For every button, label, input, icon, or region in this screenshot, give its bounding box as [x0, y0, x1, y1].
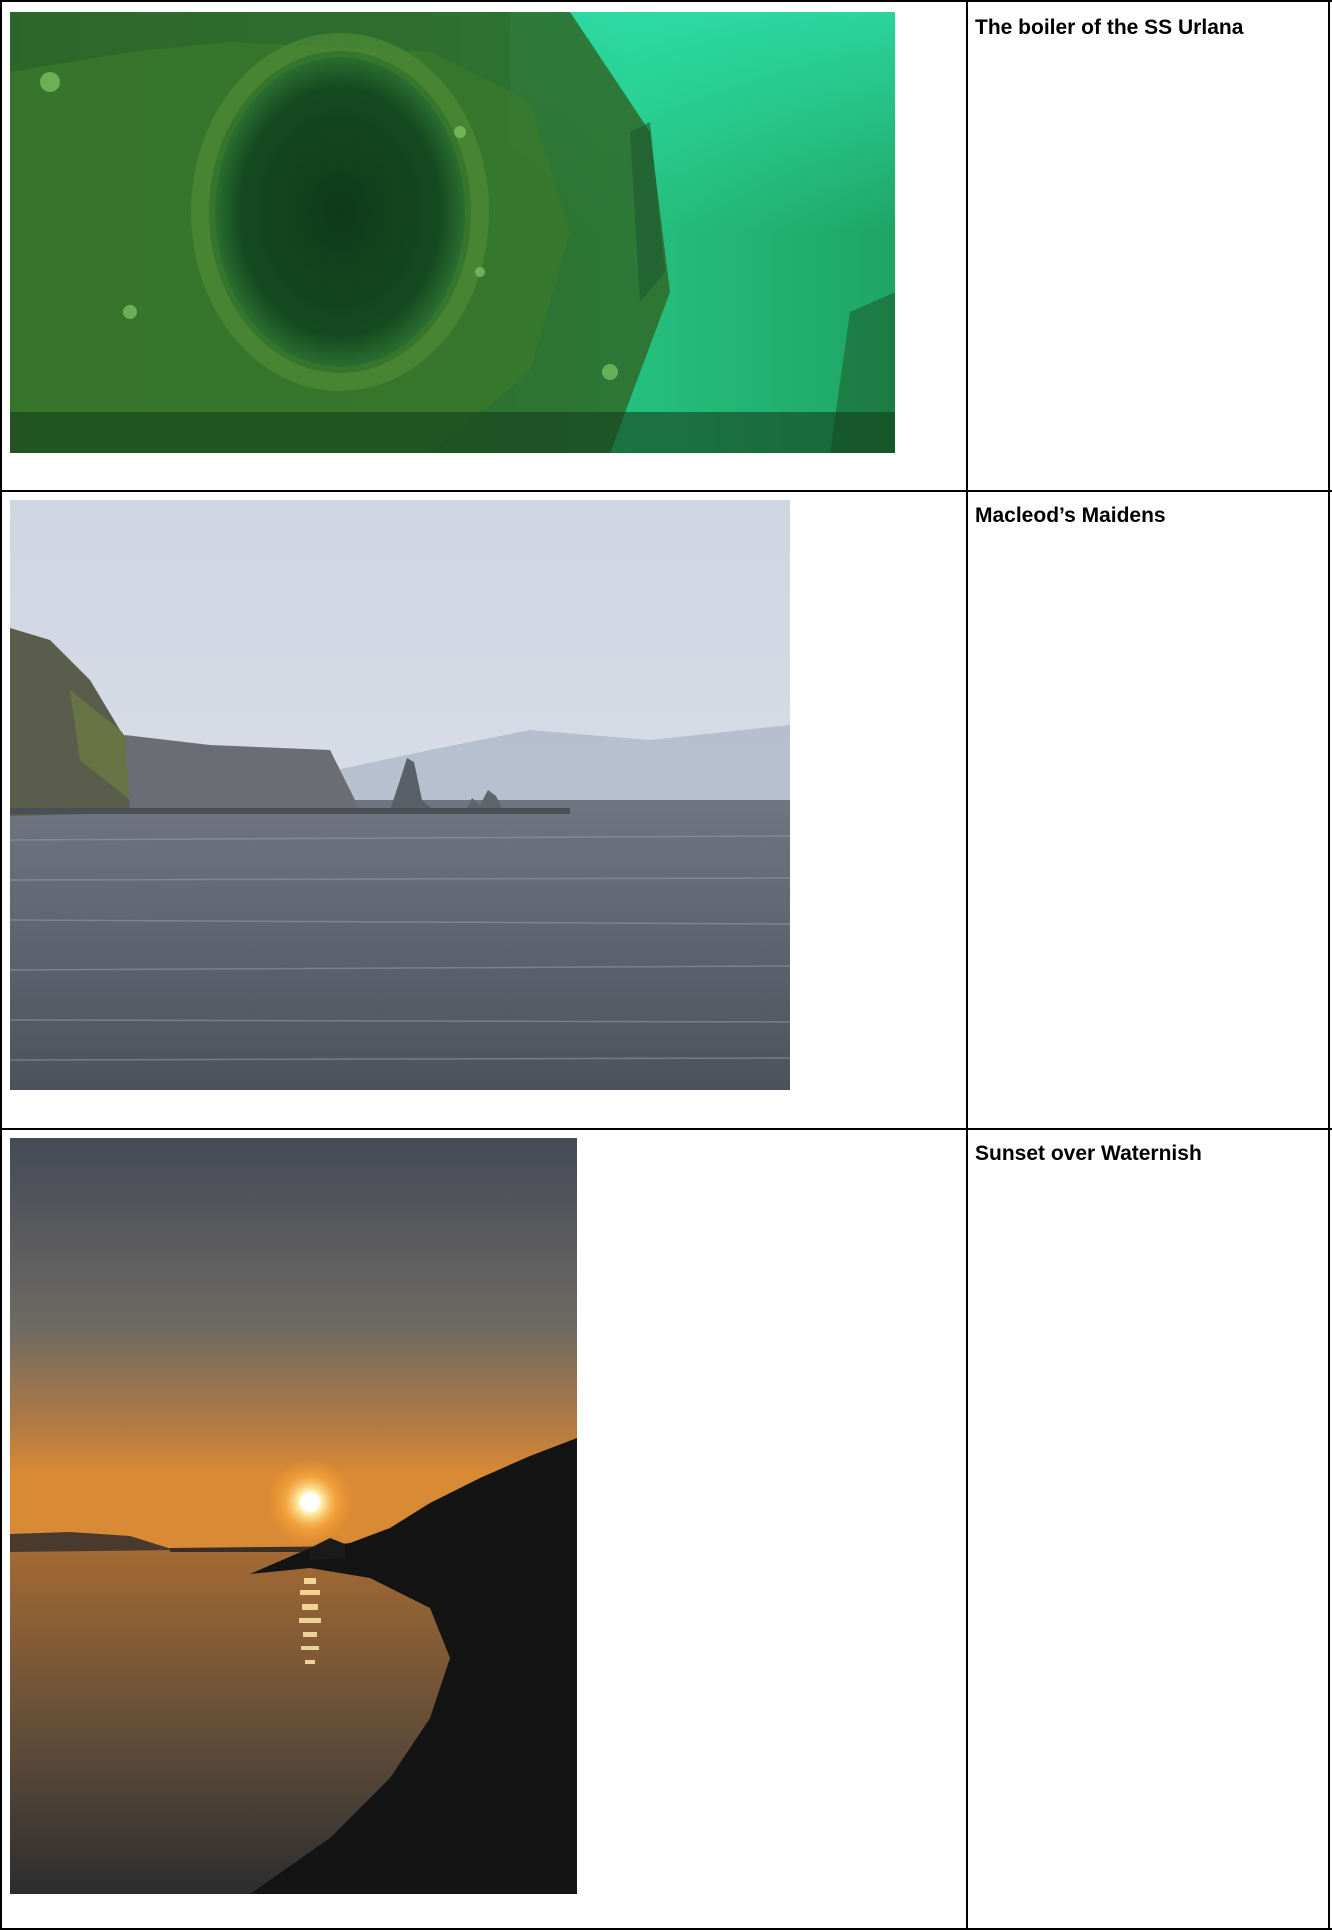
photo-ss-urlana-boiler: [10, 12, 895, 453]
caption-sunset-over-waternish: Sunset over Waternish: [975, 1142, 1202, 1165]
table-border-right: [1328, 0, 1330, 1930]
column-divider: [966, 0, 968, 1930]
photo-macleods-maidens: [10, 500, 790, 1090]
table-border-top: [0, 0, 1332, 2]
caption-macleods-maidens: Macleod’s Maidens: [975, 504, 1166, 527]
caption-ss-urlana-boiler: The boiler of the SS Urlana: [975, 16, 1244, 39]
table-border-left: [0, 0, 2, 1930]
row-divider-2: [0, 1128, 1332, 1130]
row-divider-1: [0, 490, 1332, 492]
photo-sunset-over-waternish: [10, 1138, 577, 1894]
